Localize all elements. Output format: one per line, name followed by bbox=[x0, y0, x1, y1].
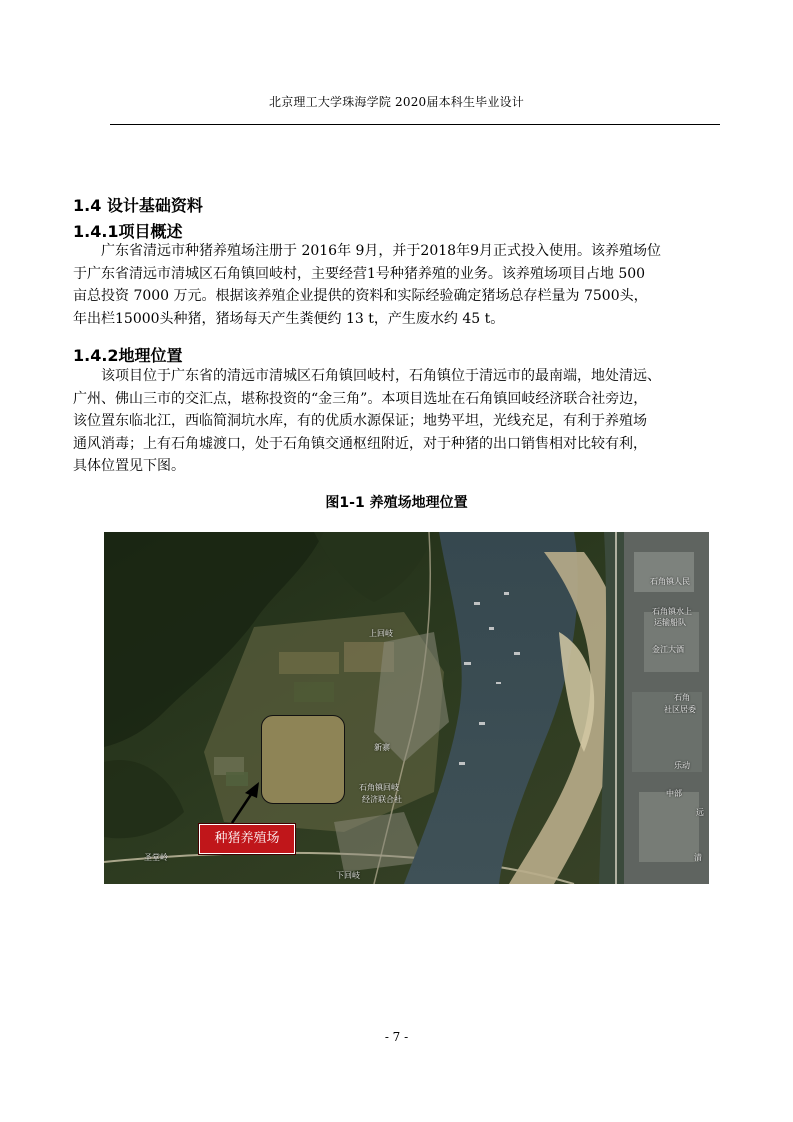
paragraph-line: 亩总投资 7000 万元。根据该养殖企业提供的资料和实际经验确定猪场总存栏量为 7500头， bbox=[73, 288, 648, 305]
section-heading: 1.4 设计基础资料 bbox=[73, 196, 203, 215]
paragraph-line: 广东省清远市种猪养殖场注册于 2016年 9月，并于2018年9月正式投入使用。该养殖场位 bbox=[101, 243, 661, 259]
map-label: 运输船队 bbox=[654, 618, 686, 627]
map-label: 下回岐 bbox=[336, 871, 360, 880]
location-paragraph bbox=[73, 365, 719, 478]
map-label: 圣堂岭 bbox=[144, 853, 168, 862]
header-divider bbox=[110, 124, 720, 125]
paragraph-line: 通风消毒；上有石角墟渡口，处于石角镇交通枢纽附近，对于种猪的出口销售相对比较有利， bbox=[73, 435, 647, 452]
page-number: - 7 - bbox=[384, 1030, 409, 1044]
paragraph-line: 该位置东临北江，西临简洞坑水库，有的优质水源保证；地势平坦，光线充足，有利于养殖场 bbox=[73, 413, 647, 430]
map-label: 石角镇回岐 bbox=[359, 783, 399, 792]
map-label: 石角 bbox=[674, 693, 690, 702]
arrow-icon bbox=[104, 532, 709, 884]
map-label: 新寨 bbox=[374, 743, 390, 752]
map-label: 乐动 bbox=[674, 761, 690, 770]
map-label: 社区居委 bbox=[664, 705, 696, 714]
overview-paragraph bbox=[73, 240, 719, 330]
farm-label: 种猪养殖场 bbox=[199, 824, 295, 854]
map-label: 上回岐 bbox=[369, 629, 393, 638]
paragraph-line: 该项目位于广东省的清远市清城区石角镇回岐村，石角镇位于清远市的最南端，地处清远、 bbox=[101, 368, 661, 384]
map-label: 经济联合社 bbox=[362, 795, 402, 804]
subsection-heading-overview: 1.4.1项目概述 bbox=[73, 222, 183, 241]
subsection-heading-location: 1.4.2地理位置 bbox=[73, 346, 183, 365]
paragraph-line: 年出栏15000头种猪，猪场每天产生粪便约 13 t，产生废水约 45 t。 bbox=[73, 310, 505, 327]
figure-caption: 图1-1 养殖场地理位置 bbox=[325, 495, 468, 511]
map-label: 中部 bbox=[666, 789, 682, 798]
map-label: 清 bbox=[694, 853, 702, 862]
paragraph-line: 广州、佛山三市的交汇点，堪称投资的“金三角”。本项目选址在石角镇回岐经济联合社旁边， bbox=[73, 390, 648, 407]
paragraph-line: 于广东省清远市清城区石角镇回岐村，主要经营1号种猪养殖的业务。该养殖场项目占地 500 bbox=[73, 265, 646, 282]
satellite-map bbox=[104, 532, 709, 884]
map-label: 石角镇水上 bbox=[652, 607, 692, 616]
map-label: 远 bbox=[696, 808, 704, 817]
map-label: 石角镇人民 bbox=[650, 577, 690, 586]
page-header: 北京理工大学珠海学院 2020届本科生毕业设计 bbox=[269, 95, 524, 109]
map-label: 金江大酒 bbox=[652, 645, 684, 654]
paragraph-line: 具体位置见下图。 bbox=[73, 458, 185, 475]
